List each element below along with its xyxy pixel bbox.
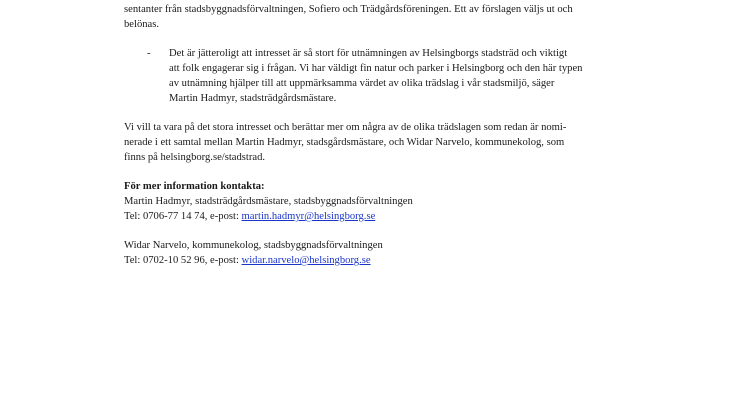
conversation-line: Vi vill ta vara på det stora intresset och berättar mer om några av de olika trädslagen som redan är nomi-	[124, 122, 567, 133]
spacer	[124, 32, 644, 46]
contact-name-title: Widar Narvelo, kommunekolog, stadsbyggnadsförvaltningen	[124, 240, 383, 251]
contact-block-1	[124, 179, 644, 224]
intro-line: belönas.	[124, 19, 160, 30]
contact-block-2	[124, 238, 644, 268]
conversation-line: finns på helsingborg.se/stadstrad.	[124, 152, 266, 163]
contact-tel-line	[124, 209, 644, 224]
contact-heading: För mer information kontakta:	[124, 181, 265, 192]
intro-line: sentanter från stadsbyggnadsförvaltningen, Sofiero och Trädgårdsföreningen. Ett av förslagen väljs ut och	[124, 4, 573, 15]
email-link-widar[interactable]: widar.narvelo@helsingborg.se	[241, 255, 371, 266]
intro-paragraph	[124, 2, 644, 32]
document-page	[124, 2, 644, 268]
contact-tel: Tel: 0702-10 52 96, e-post:	[124, 255, 242, 266]
spacer	[124, 106, 644, 120]
conversation-paragraph	[124, 120, 644, 165]
quote-line: Martin Hadmyr, stadsträdgårdsmästare.	[169, 93, 337, 104]
quote-line: att folk engagerar sig i frågan. Vi har väldigt fin natur och parker i Helsingborg och den här typen	[169, 63, 583, 74]
contact-tel: Tel: 0706-77 14 74, e-post:	[124, 211, 242, 222]
spacer	[124, 224, 644, 238]
quote-line: av utnämning hjälper till att uppmärksamma värdet av olika trädslag i vår stadsmiljö, säger	[169, 78, 555, 89]
spacer	[124, 165, 644, 179]
email-link-martin[interactable]: martin.hadmyr@helsingborg.se	[241, 211, 376, 222]
contact-tel-line	[124, 253, 644, 268]
quote-paragraph	[124, 46, 644, 106]
contact-name-title: Martin Hadmyr, stadsträdgårdsmästare, stadsbyggnadsförvaltningen	[124, 196, 413, 207]
conversation-line: nerade i ett samtal mellan Martin Hadmyr, stadsgårdsmästare, och Widar Narvelo, kommunekolog, som	[124, 137, 565, 148]
quote-line: Det är jätteroligt att intresset är så stort för utnämningen av Helsingborgs stadsträd och viktigt	[169, 48, 568, 59]
bullet-dash: -	[147, 48, 151, 59]
